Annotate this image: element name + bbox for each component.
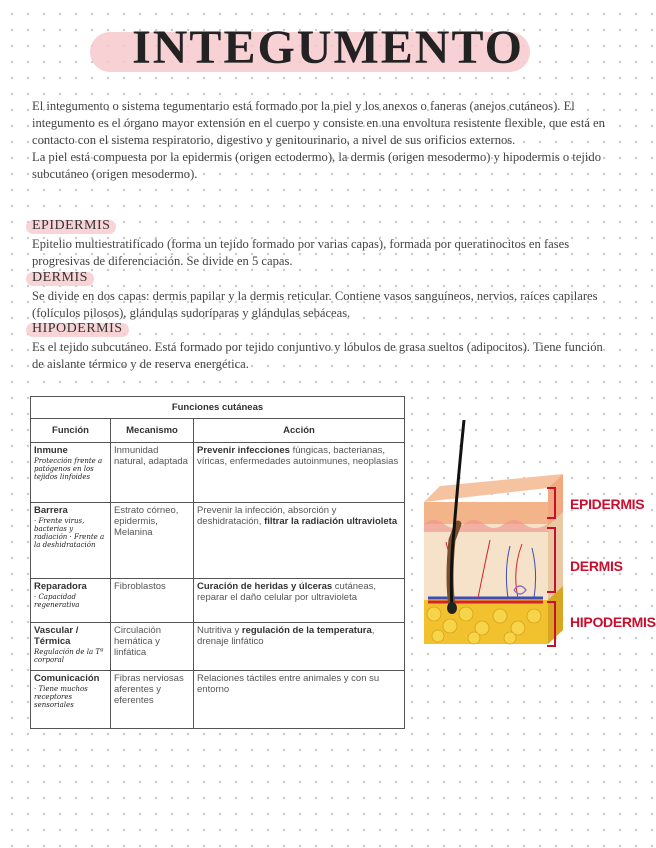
row-mecanismo: Circulación hemática y linfática [111,623,194,671]
row-accion: Curación de heridas y úlceras cutáneas, reparar el daño celular por ultravioleta [194,579,405,623]
row-accion: Nutritiva y regulación de la temperatura, drenaje linfático [194,623,405,671]
label-hipodermis: HIPODERMIS [570,614,656,630]
row-mecanismo: Inmunidad natural, adaptada [111,443,194,503]
intro-text [32,98,612,183]
row-mecanismo: Fibroblastos [111,579,194,623]
table-caption: Funciones cutáneas [31,397,405,419]
row-funcion: Inmune [34,445,68,456]
row-funcion: Barrera [34,505,68,516]
table-row [31,623,405,671]
header-funcion: Función [31,419,111,443]
row-mecanismo: Fibras nerviosas aferentes y eferentes [111,671,194,729]
skin-top [424,474,563,502]
label-dermis: DERMIS [570,558,623,574]
dermis-text: Se divide en dos capas: dermis papilar y la dermis reticular. Contiene vasos sanguíneos, nervios, raíces capilares (folículos pilosos), glándulas sudoríparas y glándulas sebáceas. [32,289,598,320]
intro-paragraph-2: La piel está compuesta por la epidermis (origen ectodermo), la dermis (origen mesodermo) y hipodermis o tejido subcutáneo (origen mesodermo). [32,150,601,181]
row-accion: Prevenir infecciones fúngicas, bacterianas, víricas, enfermedades autoinmunes, neoplasias [194,443,405,503]
handwritten-note: Protección frente a patógenos en los tejidos linfoides [34,457,103,481]
handwritten-note: Regulación de la Tª corporal [34,648,104,664]
handwritten-note: · Frente virus, bacterias y radiación · Frente a la deshidratación [34,517,105,549]
handwritten-note: · Capacidad regenerativa [34,593,80,609]
dermis-heading: DERMIS [26,270,94,286]
skin-diagram [418,420,563,680]
table-row [31,443,405,503]
hipodermis-text: Es el tejido subcutáneo. Está formado por tejido conjuntivo y lóbulos de grasa sueltos (adipocitos). Tiene función de aislante térmico y de reserva energética. [32,340,603,371]
intro-paragraph-1: El integumento o sistema tegumentario está formado por la piel y los anexos o faneras (anejos cutáneos). El integumento es el órgano mayor extensión en el cuerpo y consiste en una envoltura resistente flexible, que está en contacto con el sistema respiratorio, digestivo y genitourinario, a nivel de sus orificios externos. [32,99,605,147]
page-title: INTEGUMENTO [132,21,524,74]
title-block [0,18,656,78]
handwritten-note: · Tiene muchos receptores sensoriales [34,685,88,709]
row-accion: Relaciones táctiles entre animales y con su entorno [194,671,405,729]
row-funcion: Reparadora [34,581,87,592]
label-epidermis: EPIDERMIS [570,496,645,512]
row-funcion: Comunicación [34,673,100,684]
row-accion: Prevenir la infección, absorción y deshidratación, filtrar la radiación ultravioleta [194,503,405,579]
table-row [31,503,405,579]
epidermis-heading: EPIDERMIS [26,218,116,234]
functions-table [30,396,405,729]
hipodermis-heading: HIPODERMIS [26,321,129,337]
epidermis-layer [424,502,548,524]
table-row [31,579,405,623]
row-funcion: Vascular / Térmica [34,625,79,647]
header-mecanismo: Mecanismo [111,419,194,443]
header-accion: Acción [194,419,405,443]
hair-bulb [447,602,457,614]
row-mecanismo: Estrato córneo, epidermis, Melanina [111,503,194,579]
epidermis-text: Epitelio multiestratificado (forma un tejido formado por varias capas), formada por queratinocitos en fases progresivas de diferenciación. Se divide en 5 capas. [32,237,570,268]
table-row [31,671,405,729]
